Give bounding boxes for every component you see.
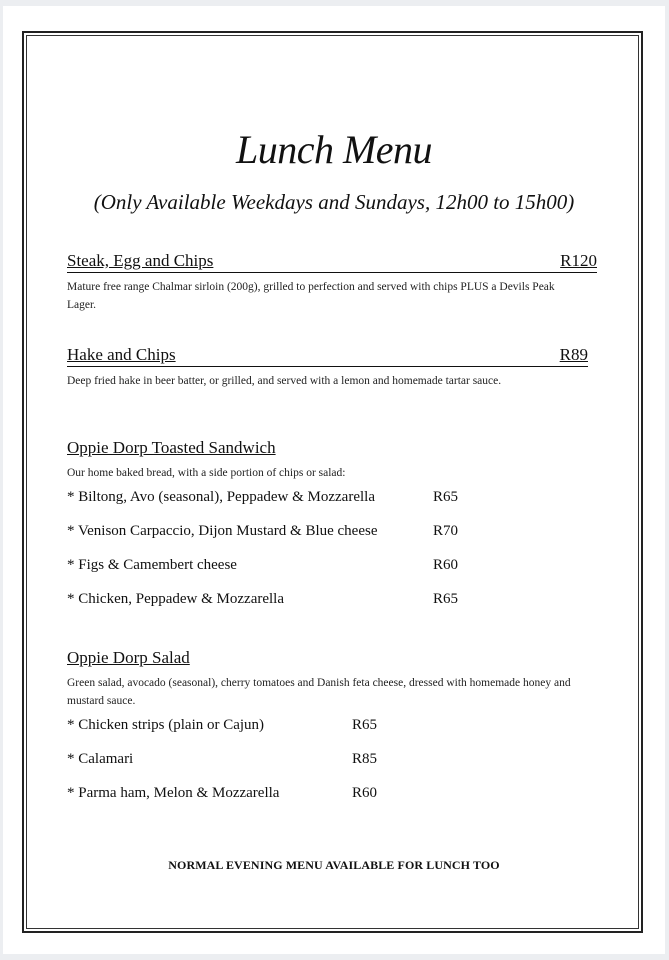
sandwich-item-2: * Venison Carpaccio, Dijon Mustard & Blue cheese (67, 523, 378, 539)
sandwich-item-1: * Biltong, Avo (seasonal), Peppadew & Mozzarella (67, 489, 375, 505)
salad-item-1: * Chicken strips (plain or Cajun) (67, 717, 265, 733)
sandwich-item-4-price: R65 (433, 591, 459, 607)
hake-description: Deep fried hake in beer batter, or grilled, and served with a lemon and homemade tartar sauce. (67, 375, 502, 387)
steak-description: Mature free range Chalmar sirloin (200g), grilled to perfection and served with chips PLUS a Devils Peak Lager. (67, 281, 555, 311)
sandwich-item-1-price: R65 (433, 489, 459, 505)
hake-leader-line (67, 366, 588, 367)
steak-price: R120 (560, 251, 597, 270)
salad-description: Green salad, avocado (seasonal), cherry tomatoes and Danish feta cheese, dressed with homemade honey and mustard sauce. (67, 677, 571, 707)
sandwich-item-3-price: R60 (433, 557, 459, 573)
hake-heading (67, 345, 588, 367)
sandwich-item-4: * Chicken, Peppadew & Mozzarella (67, 591, 285, 607)
steak-heading (67, 251, 597, 273)
footer-note: NORMAL EVENING MENU AVAILABLE FOR LUNCH TOO (168, 858, 500, 872)
steak-name: Steak, Egg and Chips (67, 251, 214, 270)
page-title: Lunch Menu (235, 127, 433, 172)
menu-page (3, 6, 665, 954)
hake-price: R89 (559, 345, 588, 364)
sandwich-heading: Oppie Dorp Toasted Sandwich (67, 438, 276, 457)
salad-item-1-price: R65 (352, 717, 378, 733)
salad-item-3: * Parma ham, Melon & Mozzarella (67, 785, 280, 801)
salad-item-3-price: R60 (352, 785, 378, 801)
sandwich-item-2-price: R70 (433, 523, 459, 539)
salad-heading: Oppie Dorp Salad (67, 648, 190, 667)
steak-leader-line (67, 272, 597, 273)
salad-item-2-price: R85 (352, 751, 378, 767)
sandwich-description: Our home baked bread, with a side portion of chips or salad: (67, 467, 346, 479)
salad-item-2: * Calamari (67, 751, 134, 767)
hake-name: Hake and Chips (67, 345, 176, 364)
page-subtitle: (Only Available Weekdays and Sundays, 12h00 to 15h00) (93, 190, 575, 214)
sandwich-item-3: * Figs & Camembert cheese (67, 557, 237, 573)
